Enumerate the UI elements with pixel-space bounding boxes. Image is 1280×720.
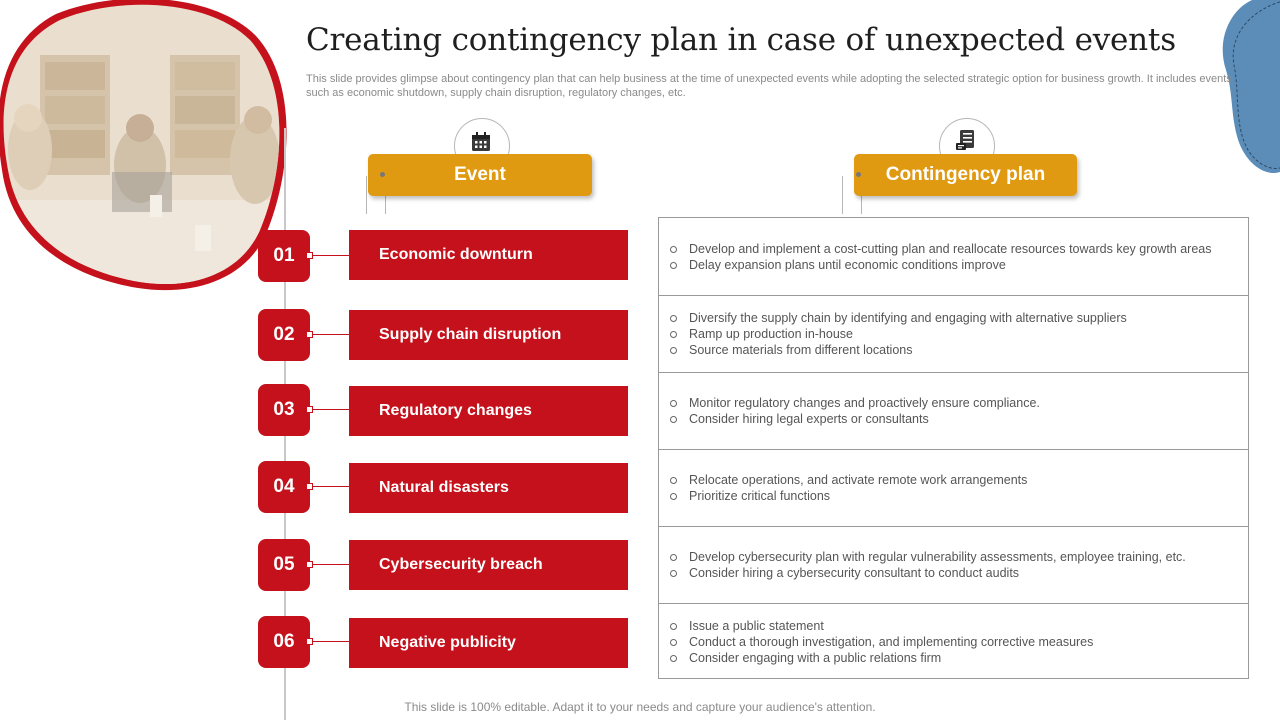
plan-list bbox=[659, 395, 1248, 427]
plan-item: Ramp up production in-house bbox=[687, 326, 1228, 342]
event-label: Cybersecurity breach bbox=[379, 556, 543, 573]
contingency-plan-table bbox=[658, 217, 1249, 679]
calendar-icon bbox=[470, 131, 492, 153]
plan-list bbox=[659, 241, 1248, 273]
plan-header-connector bbox=[842, 176, 843, 214]
row-connector bbox=[313, 564, 349, 565]
footer-note: This slide is 100% editable. Adapt it to your needs and capture your audience's attention. bbox=[404, 700, 876, 714]
plan-item: Prioritize critical functions bbox=[687, 488, 1228, 504]
plan-row-supply-chain bbox=[659, 295, 1248, 372]
row-number-tab bbox=[306, 561, 313, 568]
event-header-label: Event bbox=[454, 164, 506, 185]
row-connector bbox=[313, 641, 349, 642]
row-connector bbox=[313, 409, 349, 410]
plan-list bbox=[659, 618, 1248, 666]
plan-column-header bbox=[854, 154, 1077, 196]
event-column-header bbox=[368, 154, 592, 196]
plan-item: Diversify the supply chain by identifying and engaging with alternative suppliers bbox=[687, 310, 1228, 326]
plan-list bbox=[659, 310, 1248, 358]
plan-item: Source materials from different locations bbox=[687, 342, 1228, 358]
plan-row-economic-downturn bbox=[659, 218, 1248, 295]
plan-item: Relocate operations, and activate remote work arrangements bbox=[687, 472, 1228, 488]
plan-item: Consider hiring legal experts or consultants bbox=[687, 411, 1228, 427]
row-number-tab bbox=[306, 252, 313, 259]
plan-item: Consider engaging with a public relations firm bbox=[687, 650, 1228, 666]
event-supply-chain-disruption bbox=[349, 310, 628, 360]
row-number-badge: 05 bbox=[258, 539, 310, 591]
event-negative-publicity bbox=[349, 618, 628, 668]
row-number-badge: 03 bbox=[258, 384, 310, 436]
page-subtitle: This slide provides glimpse about contingency plan that can help business at the time of unexpected events while adopting the selected strategic option for business growth. It includes events such as economic shutdown, supply chain disruption, regulatory changes, etc. bbox=[306, 73, 1232, 99]
row-number-tab bbox=[306, 483, 313, 490]
plan-item: Develop and implement a cost-cutting plan and reallocate resources towards key growth areas bbox=[687, 241, 1228, 257]
event-cybersecurity-breach bbox=[349, 540, 628, 590]
plan-list bbox=[659, 472, 1248, 504]
page-title: Creating contingency plan in case of unexpected events bbox=[306, 22, 1176, 58]
event-header-dot bbox=[380, 172, 385, 177]
event-label: Supply chain disruption bbox=[379, 326, 562, 343]
event-header-connector bbox=[366, 176, 367, 214]
row-connector bbox=[313, 334, 349, 335]
row-number-badge: 01 bbox=[258, 230, 310, 282]
plan-item: Consider hiring a cybersecurity consultant to conduct audits bbox=[687, 565, 1228, 581]
plan-row-cybersecurity bbox=[659, 526, 1248, 603]
plan-row-natural-disasters bbox=[659, 449, 1248, 526]
plan-row-negative-publicity bbox=[659, 603, 1248, 679]
plan-item: Monitor regulatory changes and proactively ensure compliance. bbox=[687, 395, 1228, 411]
event-header-connector-2 bbox=[385, 196, 386, 214]
event-label: Regulatory changes bbox=[379, 402, 532, 419]
row-number-badge: 06 bbox=[258, 616, 310, 668]
team-photo bbox=[0, 0, 290, 300]
plan-header-dot bbox=[856, 172, 861, 177]
row-connector bbox=[313, 255, 349, 256]
event-natural-disasters bbox=[349, 463, 628, 513]
event-label: Economic downturn bbox=[379, 246, 533, 263]
plan-header-connector-2 bbox=[861, 196, 862, 214]
event-label: Negative publicity bbox=[379, 634, 516, 651]
row-number-badge: 02 bbox=[258, 309, 310, 361]
plan-item: Delay expansion plans until economic conditions improve bbox=[687, 257, 1228, 273]
plan-item: Issue a public statement bbox=[687, 618, 1228, 634]
event-regulatory-changes bbox=[349, 386, 628, 436]
event-economic-downturn bbox=[349, 230, 628, 280]
row-connector bbox=[313, 486, 349, 487]
event-label: Natural disasters bbox=[379, 479, 509, 496]
row-number-tab bbox=[306, 406, 313, 413]
plan-list bbox=[659, 549, 1248, 581]
checklist-icon bbox=[955, 129, 977, 151]
plan-item: Develop cybersecurity plan with regular vulnerability assessments, employee training, etc. bbox=[687, 549, 1228, 565]
row-number-tab bbox=[306, 638, 313, 645]
row-number-badge: 04 bbox=[258, 461, 310, 513]
row-number-tab bbox=[306, 331, 313, 338]
plan-header-label: Contingency plan bbox=[885, 164, 1046, 185]
plan-item: Conduct a thorough investigation, and implementing corrective measures bbox=[687, 634, 1228, 650]
plan-row-regulatory bbox=[659, 372, 1248, 449]
